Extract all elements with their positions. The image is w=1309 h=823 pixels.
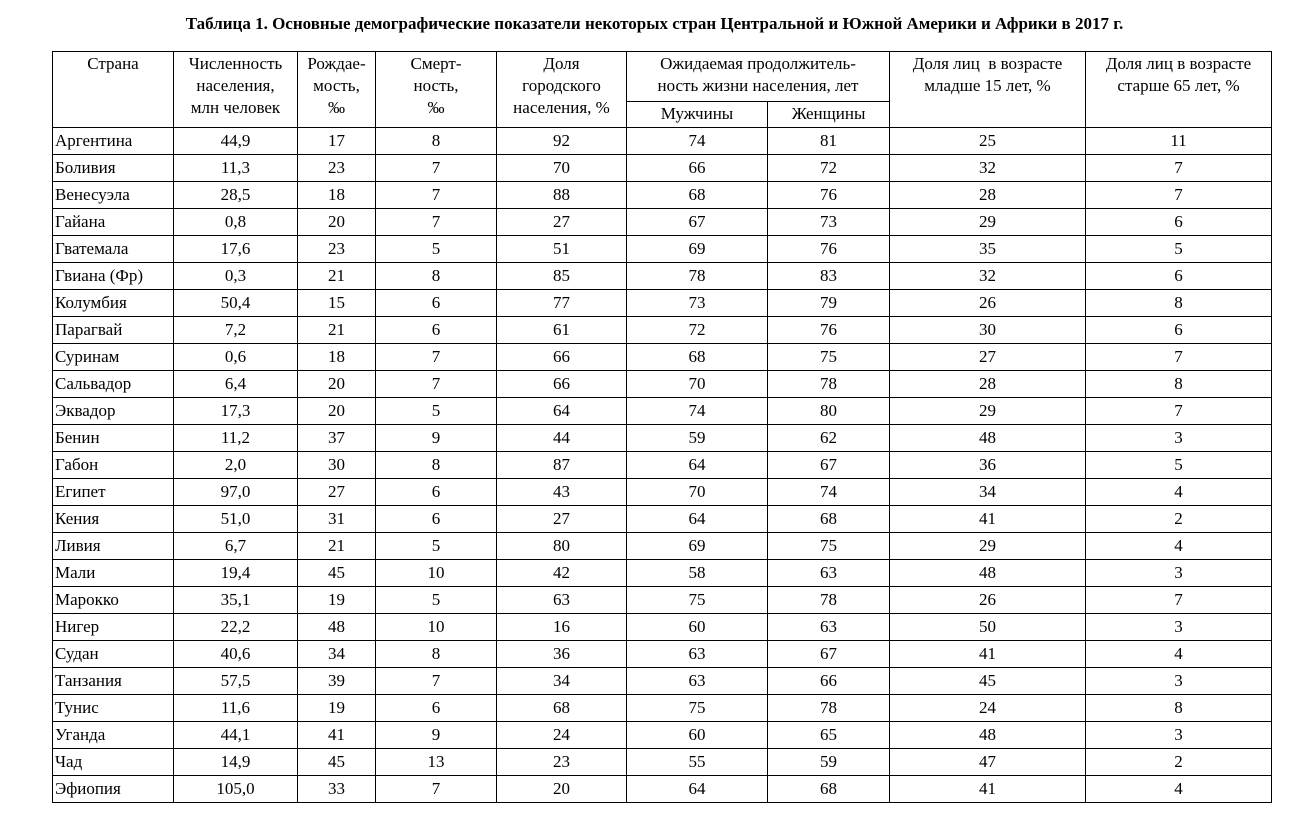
urban-share-cell: 70 bbox=[497, 155, 627, 182]
table-row bbox=[53, 533, 1272, 560]
under-15-cell: 41 bbox=[890, 641, 1086, 668]
country-cell: Парагвай bbox=[53, 317, 174, 344]
under-15-cell: 50 bbox=[890, 614, 1086, 641]
urban-share-cell: 43 bbox=[497, 479, 627, 506]
country-cell: Аргентина bbox=[53, 128, 174, 155]
under-15-cell: 24 bbox=[890, 695, 1086, 722]
life-women-cell: 67 bbox=[768, 452, 890, 479]
country-cell: Судан bbox=[53, 641, 174, 668]
table-row bbox=[53, 479, 1272, 506]
country-cell: Танзания bbox=[53, 668, 174, 695]
death-rate-cell: 6 bbox=[376, 506, 497, 533]
over-65-cell: 7 bbox=[1086, 182, 1272, 209]
life-men-cell: 69 bbox=[627, 533, 768, 560]
life-women-cell: 63 bbox=[768, 614, 890, 641]
birth-rate-cell: 18 bbox=[298, 344, 376, 371]
death-rate-cell: 7 bbox=[376, 182, 497, 209]
country-cell: Гвиана (Фр) bbox=[53, 263, 174, 290]
life-women-cell: 66 bbox=[768, 668, 890, 695]
death-rate-cell: 6 bbox=[376, 317, 497, 344]
table-row bbox=[53, 128, 1272, 155]
country-cell: Гватемала bbox=[53, 236, 174, 263]
death-rate-cell: 5 bbox=[376, 398, 497, 425]
death-rate-cell: 8 bbox=[376, 452, 497, 479]
life-women-cell: 65 bbox=[768, 722, 890, 749]
country-cell: Суринам bbox=[53, 344, 174, 371]
under-15-cell: 30 bbox=[890, 317, 1086, 344]
header-men: Мужчины bbox=[627, 102, 768, 128]
under-15-cell: 41 bbox=[890, 776, 1086, 803]
birth-rate-cell: 48 bbox=[298, 614, 376, 641]
birth-rate-cell: 21 bbox=[298, 263, 376, 290]
life-women-cell: 78 bbox=[768, 587, 890, 614]
life-men-cell: 63 bbox=[627, 641, 768, 668]
life-women-cell: 76 bbox=[768, 236, 890, 263]
death-rate-cell: 7 bbox=[376, 155, 497, 182]
urban-share-cell: 77 bbox=[497, 290, 627, 317]
life-men-cell: 64 bbox=[627, 452, 768, 479]
life-men-cell: 64 bbox=[627, 776, 768, 803]
population-cell: 6,7 bbox=[174, 533, 298, 560]
death-rate-cell: 6 bbox=[376, 695, 497, 722]
life-women-cell: 68 bbox=[768, 776, 890, 803]
birth-rate-cell: 27 bbox=[298, 479, 376, 506]
death-rate-cell: 6 bbox=[376, 479, 497, 506]
under-15-cell: 32 bbox=[890, 263, 1086, 290]
life-men-cell: 59 bbox=[627, 425, 768, 452]
death-rate-cell: 8 bbox=[376, 263, 497, 290]
urban-share-cell: 92 bbox=[497, 128, 627, 155]
population-cell: 0,3 bbox=[174, 263, 298, 290]
life-women-cell: 74 bbox=[768, 479, 890, 506]
life-men-cell: 75 bbox=[627, 695, 768, 722]
over-65-cell: 2 bbox=[1086, 506, 1272, 533]
life-men-cell: 67 bbox=[627, 209, 768, 236]
death-rate-cell: 5 bbox=[376, 236, 497, 263]
over-65-cell: 6 bbox=[1086, 263, 1272, 290]
urban-share-cell: 66 bbox=[497, 344, 627, 371]
urban-share-cell: 85 bbox=[497, 263, 627, 290]
under-15-cell: 28 bbox=[890, 182, 1086, 209]
table-row bbox=[53, 371, 1272, 398]
urban-share-cell: 34 bbox=[497, 668, 627, 695]
country-cell: Гайана bbox=[53, 209, 174, 236]
life-men-cell: 73 bbox=[627, 290, 768, 317]
population-cell: 97,0 bbox=[174, 479, 298, 506]
header-over-65: Доля лиц в возрасте старше 65 лет, % bbox=[1086, 52, 1272, 128]
population-cell: 50,4 bbox=[174, 290, 298, 317]
over-65-cell: 6 bbox=[1086, 209, 1272, 236]
over-65-cell: 4 bbox=[1086, 479, 1272, 506]
population-cell: 44,9 bbox=[174, 128, 298, 155]
country-cell: Тунис bbox=[53, 695, 174, 722]
table-row bbox=[53, 452, 1272, 479]
table-row bbox=[53, 182, 1272, 209]
population-cell: 7,2 bbox=[174, 317, 298, 344]
under-15-cell: 26 bbox=[890, 290, 1086, 317]
life-men-cell: 63 bbox=[627, 668, 768, 695]
country-cell: Мали bbox=[53, 560, 174, 587]
over-65-cell: 7 bbox=[1086, 398, 1272, 425]
over-65-cell: 8 bbox=[1086, 695, 1272, 722]
under-15-cell: 25 bbox=[890, 128, 1086, 155]
urban-share-cell: 61 bbox=[497, 317, 627, 344]
table-row bbox=[53, 695, 1272, 722]
header-women: Женщины bbox=[768, 102, 890, 128]
header-under-15: Доля лиц в возрасте младше 15 лет, % bbox=[890, 52, 1086, 128]
birth-rate-cell: 30 bbox=[298, 452, 376, 479]
country-cell: Венесуэла bbox=[53, 182, 174, 209]
death-rate-cell: 5 bbox=[376, 533, 497, 560]
header-death-rate: Смерт- ность, ‰ bbox=[376, 52, 497, 128]
death-rate-cell: 10 bbox=[376, 560, 497, 587]
under-15-cell: 41 bbox=[890, 506, 1086, 533]
birth-rate-cell: 20 bbox=[298, 398, 376, 425]
life-women-cell: 75 bbox=[768, 344, 890, 371]
population-cell: 6,4 bbox=[174, 371, 298, 398]
table-row bbox=[53, 641, 1272, 668]
over-65-cell: 7 bbox=[1086, 587, 1272, 614]
life-men-cell: 64 bbox=[627, 506, 768, 533]
death-rate-cell: 6 bbox=[376, 290, 497, 317]
life-women-cell: 67 bbox=[768, 641, 890, 668]
birth-rate-cell: 21 bbox=[298, 533, 376, 560]
country-cell: Бенин bbox=[53, 425, 174, 452]
life-women-cell: 68 bbox=[768, 506, 890, 533]
death-rate-cell: 7 bbox=[376, 344, 497, 371]
country-cell: Ливия bbox=[53, 533, 174, 560]
under-15-cell: 48 bbox=[890, 425, 1086, 452]
urban-share-cell: 64 bbox=[497, 398, 627, 425]
under-15-cell: 27 bbox=[890, 344, 1086, 371]
table-row bbox=[53, 263, 1272, 290]
population-cell: 0,8 bbox=[174, 209, 298, 236]
under-15-cell: 29 bbox=[890, 209, 1086, 236]
life-women-cell: 78 bbox=[768, 695, 890, 722]
life-women-cell: 73 bbox=[768, 209, 890, 236]
over-65-cell: 4 bbox=[1086, 533, 1272, 560]
table-body bbox=[53, 128, 1272, 803]
under-15-cell: 34 bbox=[890, 479, 1086, 506]
table-row bbox=[53, 722, 1272, 749]
urban-share-cell: 80 bbox=[497, 533, 627, 560]
country-cell: Колумбия bbox=[53, 290, 174, 317]
table-row bbox=[53, 209, 1272, 236]
country-cell: Кения bbox=[53, 506, 174, 533]
population-cell: 28,5 bbox=[174, 182, 298, 209]
table-row bbox=[53, 668, 1272, 695]
population-cell: 17,3 bbox=[174, 398, 298, 425]
over-65-cell: 6 bbox=[1086, 317, 1272, 344]
over-65-cell: 5 bbox=[1086, 236, 1272, 263]
birth-rate-cell: 15 bbox=[298, 290, 376, 317]
population-cell: 17,6 bbox=[174, 236, 298, 263]
life-men-cell: 68 bbox=[627, 182, 768, 209]
urban-share-cell: 63 bbox=[497, 587, 627, 614]
population-cell: 11,2 bbox=[174, 425, 298, 452]
life-men-cell: 69 bbox=[627, 236, 768, 263]
birth-rate-cell: 37 bbox=[298, 425, 376, 452]
urban-share-cell: 20 bbox=[497, 776, 627, 803]
under-15-cell: 29 bbox=[890, 533, 1086, 560]
header-life-expectancy: Ожидаемая продолжитель- ность жизни населения, лет bbox=[627, 52, 890, 102]
life-men-cell: 60 bbox=[627, 722, 768, 749]
population-cell: 57,5 bbox=[174, 668, 298, 695]
birth-rate-cell: 19 bbox=[298, 695, 376, 722]
over-65-cell: 8 bbox=[1086, 371, 1272, 398]
over-65-cell: 8 bbox=[1086, 290, 1272, 317]
header-urban-share: Доля городского населения, % bbox=[497, 52, 627, 128]
country-cell: Чад bbox=[53, 749, 174, 776]
life-women-cell: 79 bbox=[768, 290, 890, 317]
under-15-cell: 48 bbox=[890, 560, 1086, 587]
over-65-cell: 2 bbox=[1086, 749, 1272, 776]
life-women-cell: 76 bbox=[768, 182, 890, 209]
birth-rate-cell: 17 bbox=[298, 128, 376, 155]
over-65-cell: 5 bbox=[1086, 452, 1272, 479]
birth-rate-cell: 23 bbox=[298, 236, 376, 263]
death-rate-cell: 10 bbox=[376, 614, 497, 641]
population-cell: 11,3 bbox=[174, 155, 298, 182]
death-rate-cell: 8 bbox=[376, 128, 497, 155]
urban-share-cell: 68 bbox=[497, 695, 627, 722]
over-65-cell: 3 bbox=[1086, 560, 1272, 587]
over-65-cell: 4 bbox=[1086, 641, 1272, 668]
demographics-table bbox=[52, 51, 1272, 803]
population-cell: 14,9 bbox=[174, 749, 298, 776]
table-row bbox=[53, 344, 1272, 371]
urban-share-cell: 66 bbox=[497, 371, 627, 398]
urban-share-cell: 27 bbox=[497, 506, 627, 533]
life-women-cell: 59 bbox=[768, 749, 890, 776]
under-15-cell: 35 bbox=[890, 236, 1086, 263]
country-cell: Боливия bbox=[53, 155, 174, 182]
table-row bbox=[53, 506, 1272, 533]
table-row bbox=[53, 425, 1272, 452]
life-men-cell: 58 bbox=[627, 560, 768, 587]
under-15-cell: 36 bbox=[890, 452, 1086, 479]
table-row bbox=[53, 290, 1272, 317]
birth-rate-cell: 34 bbox=[298, 641, 376, 668]
birth-rate-cell: 45 bbox=[298, 749, 376, 776]
life-men-cell: 55 bbox=[627, 749, 768, 776]
life-women-cell: 63 bbox=[768, 560, 890, 587]
death-rate-cell: 8 bbox=[376, 641, 497, 668]
life-men-cell: 74 bbox=[627, 128, 768, 155]
country-cell: Габон bbox=[53, 452, 174, 479]
country-cell: Эфиопия bbox=[53, 776, 174, 803]
birth-rate-cell: 20 bbox=[298, 371, 376, 398]
life-men-cell: 68 bbox=[627, 344, 768, 371]
table-row bbox=[53, 155, 1272, 182]
over-65-cell: 3 bbox=[1086, 425, 1272, 452]
country-cell: Марокко bbox=[53, 587, 174, 614]
life-men-cell: 78 bbox=[627, 263, 768, 290]
table-row bbox=[53, 749, 1272, 776]
population-cell: 40,6 bbox=[174, 641, 298, 668]
under-15-cell: 26 bbox=[890, 587, 1086, 614]
header-birth-rate: Рождае- мость, ‰ bbox=[298, 52, 376, 128]
death-rate-cell: 13 bbox=[376, 749, 497, 776]
death-rate-cell: 7 bbox=[376, 371, 497, 398]
birth-rate-cell: 41 bbox=[298, 722, 376, 749]
population-cell: 2,0 bbox=[174, 452, 298, 479]
population-cell: 0,6 bbox=[174, 344, 298, 371]
life-women-cell: 80 bbox=[768, 398, 890, 425]
birth-rate-cell: 20 bbox=[298, 209, 376, 236]
under-15-cell: 32 bbox=[890, 155, 1086, 182]
life-women-cell: 78 bbox=[768, 371, 890, 398]
table-row bbox=[53, 587, 1272, 614]
life-women-cell: 83 bbox=[768, 263, 890, 290]
table-header bbox=[53, 52, 1272, 128]
country-cell: Нигер bbox=[53, 614, 174, 641]
life-women-cell: 62 bbox=[768, 425, 890, 452]
table-title: Таблица 1. Основные демографические показатели некоторых стран Центральной и Южной Америки и Африки в 2017 г. bbox=[185, 14, 1124, 33]
death-rate-cell: 7 bbox=[376, 776, 497, 803]
life-men-cell: 74 bbox=[627, 398, 768, 425]
over-65-cell: 3 bbox=[1086, 722, 1272, 749]
life-women-cell: 81 bbox=[768, 128, 890, 155]
population-cell: 51,0 bbox=[174, 506, 298, 533]
over-65-cell: 4 bbox=[1086, 776, 1272, 803]
death-rate-cell: 5 bbox=[376, 587, 497, 614]
urban-share-cell: 42 bbox=[497, 560, 627, 587]
table-row bbox=[53, 398, 1272, 425]
birth-rate-cell: 31 bbox=[298, 506, 376, 533]
life-men-cell: 70 bbox=[627, 479, 768, 506]
population-cell: 22,2 bbox=[174, 614, 298, 641]
header-population: Численность населения, млн человек bbox=[174, 52, 298, 128]
under-15-cell: 29 bbox=[890, 398, 1086, 425]
birth-rate-cell: 21 bbox=[298, 317, 376, 344]
population-cell: 44,1 bbox=[174, 722, 298, 749]
life-men-cell: 72 bbox=[627, 317, 768, 344]
country-cell: Уганда bbox=[53, 722, 174, 749]
table-row bbox=[53, 236, 1272, 263]
death-rate-cell: 7 bbox=[376, 209, 497, 236]
table-row bbox=[53, 560, 1272, 587]
under-15-cell: 47 bbox=[890, 749, 1086, 776]
header-country: Страна bbox=[53, 52, 174, 128]
country-cell: Эквадор bbox=[53, 398, 174, 425]
over-65-cell: 7 bbox=[1086, 344, 1272, 371]
urban-share-cell: 24 bbox=[497, 722, 627, 749]
urban-share-cell: 36 bbox=[497, 641, 627, 668]
country-cell: Египет bbox=[53, 479, 174, 506]
country-cell: Сальвадор bbox=[53, 371, 174, 398]
population-cell: 105,0 bbox=[174, 776, 298, 803]
urban-share-cell: 44 bbox=[497, 425, 627, 452]
urban-share-cell: 51 bbox=[497, 236, 627, 263]
population-cell: 35,1 bbox=[174, 587, 298, 614]
over-65-cell: 11 bbox=[1086, 128, 1272, 155]
urban-share-cell: 27 bbox=[497, 209, 627, 236]
table-row bbox=[53, 614, 1272, 641]
over-65-cell: 7 bbox=[1086, 155, 1272, 182]
urban-share-cell: 23 bbox=[497, 749, 627, 776]
urban-share-cell: 87 bbox=[497, 452, 627, 479]
population-cell: 19,4 bbox=[174, 560, 298, 587]
life-men-cell: 75 bbox=[627, 587, 768, 614]
life-women-cell: 76 bbox=[768, 317, 890, 344]
birth-rate-cell: 45 bbox=[298, 560, 376, 587]
urban-share-cell: 16 bbox=[497, 614, 627, 641]
over-65-cell: 3 bbox=[1086, 668, 1272, 695]
urban-share-cell: 88 bbox=[497, 182, 627, 209]
life-men-cell: 66 bbox=[627, 155, 768, 182]
birth-rate-cell: 39 bbox=[298, 668, 376, 695]
table-row bbox=[53, 317, 1272, 344]
over-65-cell: 3 bbox=[1086, 614, 1272, 641]
birth-rate-cell: 33 bbox=[298, 776, 376, 803]
life-men-cell: 70 bbox=[627, 371, 768, 398]
birth-rate-cell: 18 bbox=[298, 182, 376, 209]
under-15-cell: 45 bbox=[890, 668, 1086, 695]
life-men-cell: 60 bbox=[627, 614, 768, 641]
life-women-cell: 72 bbox=[768, 155, 890, 182]
under-15-cell: 48 bbox=[890, 722, 1086, 749]
death-rate-cell: 9 bbox=[376, 425, 497, 452]
death-rate-cell: 7 bbox=[376, 668, 497, 695]
death-rate-cell: 9 bbox=[376, 722, 497, 749]
birth-rate-cell: 23 bbox=[298, 155, 376, 182]
life-women-cell: 75 bbox=[768, 533, 890, 560]
population-cell: 11,6 bbox=[174, 695, 298, 722]
under-15-cell: 28 bbox=[890, 371, 1086, 398]
birth-rate-cell: 19 bbox=[298, 587, 376, 614]
table-row bbox=[53, 776, 1272, 803]
